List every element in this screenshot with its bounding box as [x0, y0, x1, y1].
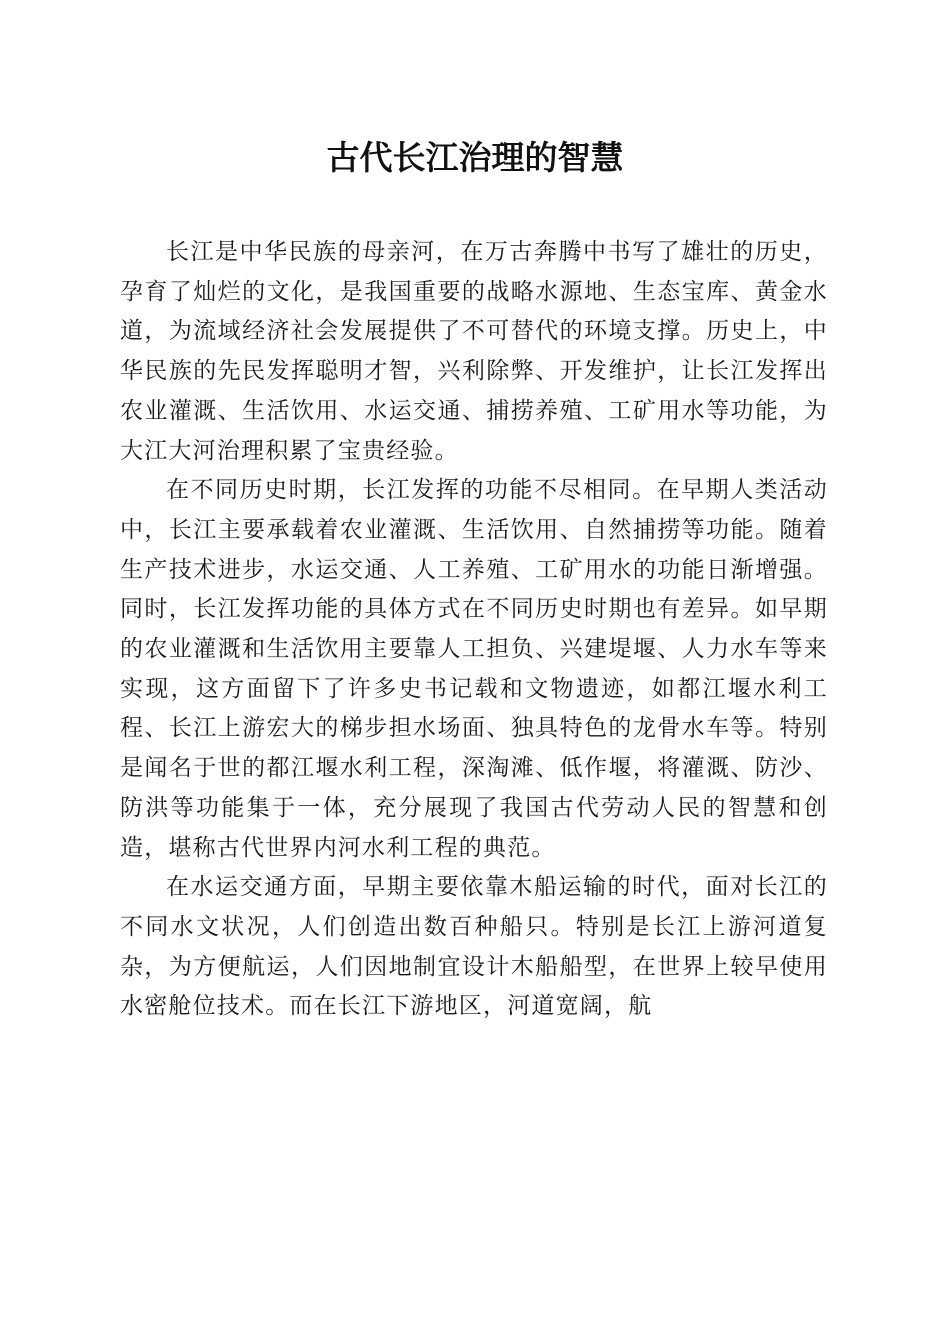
document-body [120, 233, 828, 1027]
paragraph-2: 在不同历史时期，长江发挥的功能不尽相同。在早期人类活动中，长江主要承载着农业灌溉、生活饮用、自然捕捞等功能。随着生产技术进步，水运交通、人工养殖、工矿用水的功能日渐增强。同时，长江发挥功能的具体方式在不同历史时期也有差异。如早期的农业灌溉和生活饮用主要靠人工担负、兴建堤堰、人力水车等来实现，这方面留下了许多史书记载和文物遗迹，如都江堰水利工程、长江上游宏大的梯步担水场面、独具特色的龙骨水车等。特别是闻名于世的都江堰水利工程，深淘滩、低作堰，将灌溉、防沙、防洪等功能集于一体，充分展现了我国古代劳动人民的智慧和创造，堪称古代世界内河水利工程的典范。 [120, 477, 828, 861]
paragraph-3: 在水运交通方面，早期主要依靠木船运输的时代，面对长江的不同水文状况，人们创造出数百种船只。特别是长江上游河道复杂，为方便航运，人们因地制宜设计木船船型，在世界上较早使用水密舱位技术。而在长江下游地区，河道宽阔，航 [120, 874, 828, 1020]
document-title: 古代长江治理的智慧 [326, 138, 624, 177]
paragraph-1: 长江是中华民族的母亲河，在万古奔腾中书写了雄壮的历史，孕育了灿烂的文化，是我国重要的战略水源地、生态宝库、黄金水道，为流域经济社会发展提供了不可替代的环境支撑。历史上，中华民族的先民发挥聪明才智，兴利除弊、开发维护，让长江发挥出农业灌溉、生活饮用、水运交通、捕捞养殖、工矿用水等功能，为大江大河治理积累了宝贵经验。 [120, 239, 828, 464]
